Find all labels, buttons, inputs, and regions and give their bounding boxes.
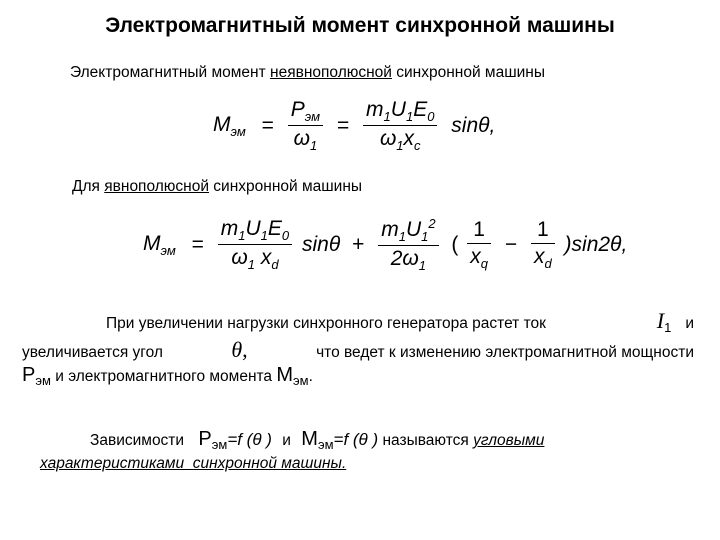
- f1-m-sub: 1: [383, 109, 391, 125]
- f2-one-d: 1: [531, 218, 555, 244]
- f1-equals: =: [261, 113, 274, 137]
- f2-e: E: [267, 217, 282, 240]
- f1-omega-subscript: 1: [309, 138, 318, 154]
- dependencies-and: и: [282, 432, 291, 449]
- f1-x-sub: c: [414, 138, 421, 154]
- paragraph-line2-start: увеличивается угол: [22, 344, 163, 361]
- f1-u-sub: 1: [405, 109, 414, 125]
- f2-xd-sub: d: [544, 256, 552, 272]
- f2-one-q: 1: [467, 218, 491, 244]
- paragraph-line1-end: и: [685, 315, 694, 332]
- f1-lhs-symbol: M: [213, 112, 231, 136]
- section1-suffix: синхронной машины: [391, 64, 545, 81]
- dep-power-subscript: эм: [211, 437, 228, 453]
- f2-u2-sub: 1: [421, 229, 429, 245]
- f2-xd: x: [533, 245, 545, 269]
- f1-fraction-mue-over-omega-x: [363, 98, 437, 153]
- f1-u: U: [390, 98, 406, 121]
- f2-m-sub: 1: [238, 228, 246, 244]
- f1-e: E: [413, 98, 428, 121]
- power-symbol: P: [22, 364, 36, 386]
- f2-fraction-mu2-over-2omega: [378, 216, 438, 273]
- f2-equals: =: [191, 232, 204, 256]
- f2-lhs-subscript: эм: [160, 242, 176, 258]
- dependencies-called: называются: [378, 432, 474, 449]
- f2-omega: ω: [231, 246, 248, 270]
- f2-e-sub: 0: [281, 228, 290, 244]
- current-symbol: I: [656, 308, 665, 333]
- section-neyavnopolyusnaya-heading: [70, 64, 545, 82]
- dep-power-function: =f (θ ): [227, 430, 272, 449]
- f2-xq: x: [470, 245, 481, 269]
- dep-torque-function: =f (θ ): [333, 430, 379, 449]
- paragraph-line3-dot: .: [308, 368, 313, 385]
- dependencies-line: [90, 428, 544, 452]
- f1-omega2-sub: 1: [396, 138, 404, 154]
- paragraph-line2-end: что ведет к изменению электромагнитной мощности: [316, 344, 694, 361]
- f2-omega-sub: 1: [247, 257, 255, 273]
- f2-fraction-mue-over-omega-xd: [218, 217, 292, 272]
- paragraph-line-3: [22, 364, 313, 388]
- f1-e-sub: 0: [427, 109, 435, 125]
- dep-torque-symbol: M: [301, 428, 318, 450]
- f2-fraction-1-over-xd: [531, 218, 555, 271]
- torque-symbol: M: [276, 364, 294, 386]
- f1-sin-theta: sinθ,: [451, 113, 496, 137]
- f2-xq-sub: q: [480, 256, 488, 272]
- f2-sin2theta: )sin2θ,: [564, 232, 628, 256]
- f2-plus: +: [352, 232, 365, 256]
- f2-u: U: [245, 217, 261, 240]
- f2-m2-sub: 1: [398, 229, 406, 245]
- section2-underlined-term: явнополюсной: [104, 178, 209, 195]
- f1-omega2: ω: [379, 127, 397, 151]
- f2-u-sub: 1: [260, 228, 268, 244]
- f2-sin-theta: sinθ: [302, 232, 341, 256]
- characteristics-term: характеристиками синхронной машины.: [40, 455, 347, 472]
- f2-lhs-symbol: M: [143, 231, 161, 255]
- f1-power-subscript: эм: [304, 109, 321, 125]
- page-title: Электромагнитный момент синхронной машины: [105, 14, 615, 37]
- f2-u2-sup: 2: [428, 216, 436, 231]
- torque-subscript: эм: [293, 373, 309, 389]
- paragraph-line3-mid: и электромагнитного момента: [50, 368, 277, 385]
- f2-fraction-1-over-xq: [467, 218, 491, 271]
- f2-2omega-sub: 1: [418, 258, 427, 274]
- f2-u2: U: [405, 218, 422, 241]
- power-subscript: эм: [35, 373, 51, 389]
- formula-torque-salient: [138, 216, 627, 273]
- paragraph-line-2: [22, 337, 694, 363]
- dependencies-line-2: [40, 455, 346, 473]
- f2-x-sub: d: [271, 257, 279, 273]
- dep-power-symbol: P: [198, 428, 212, 450]
- current-subscript: 1: [664, 320, 672, 336]
- f1-omega-symbol: ω: [293, 127, 310, 151]
- f1-equals-2: =: [336, 113, 350, 137]
- section1-underlined-term: неявнополюсной: [270, 64, 392, 81]
- formula-torque-nonsalient: [208, 98, 500, 153]
- theta-symbol: θ,: [231, 337, 248, 362]
- dependencies-prefix: Зависимости: [90, 432, 185, 449]
- f2-2omega: 2ω: [390, 247, 419, 271]
- section1-prefix: Электромагнитный момент: [70, 64, 271, 81]
- f1-power-symbol: P: [290, 98, 305, 121]
- paragraph-line1-text: При увеличении нагрузки синхронного генератора растет ток: [106, 315, 546, 332]
- f2-minus: −: [504, 232, 518, 256]
- angular-term: угловыми: [473, 432, 545, 449]
- section-yavnopolyusnaya-heading: [72, 178, 362, 196]
- paragraph-line-1: [106, 308, 694, 335]
- f1-lhs-subscript: эм: [230, 123, 246, 139]
- f1-x: x: [403, 127, 415, 151]
- f1-fraction-power-over-omega: [288, 98, 323, 153]
- section2-suffix: синхронной машины: [209, 178, 363, 195]
- dep-torque-subscript: эм: [317, 437, 334, 453]
- section2-prefix: Для: [72, 178, 105, 195]
- f2-x: x: [260, 246, 272, 270]
- f2-m2: m: [381, 218, 399, 241]
- f2-m: m: [220, 217, 239, 240]
- f2-open-paren: (: [451, 232, 459, 256]
- f1-m: m: [366, 98, 384, 121]
